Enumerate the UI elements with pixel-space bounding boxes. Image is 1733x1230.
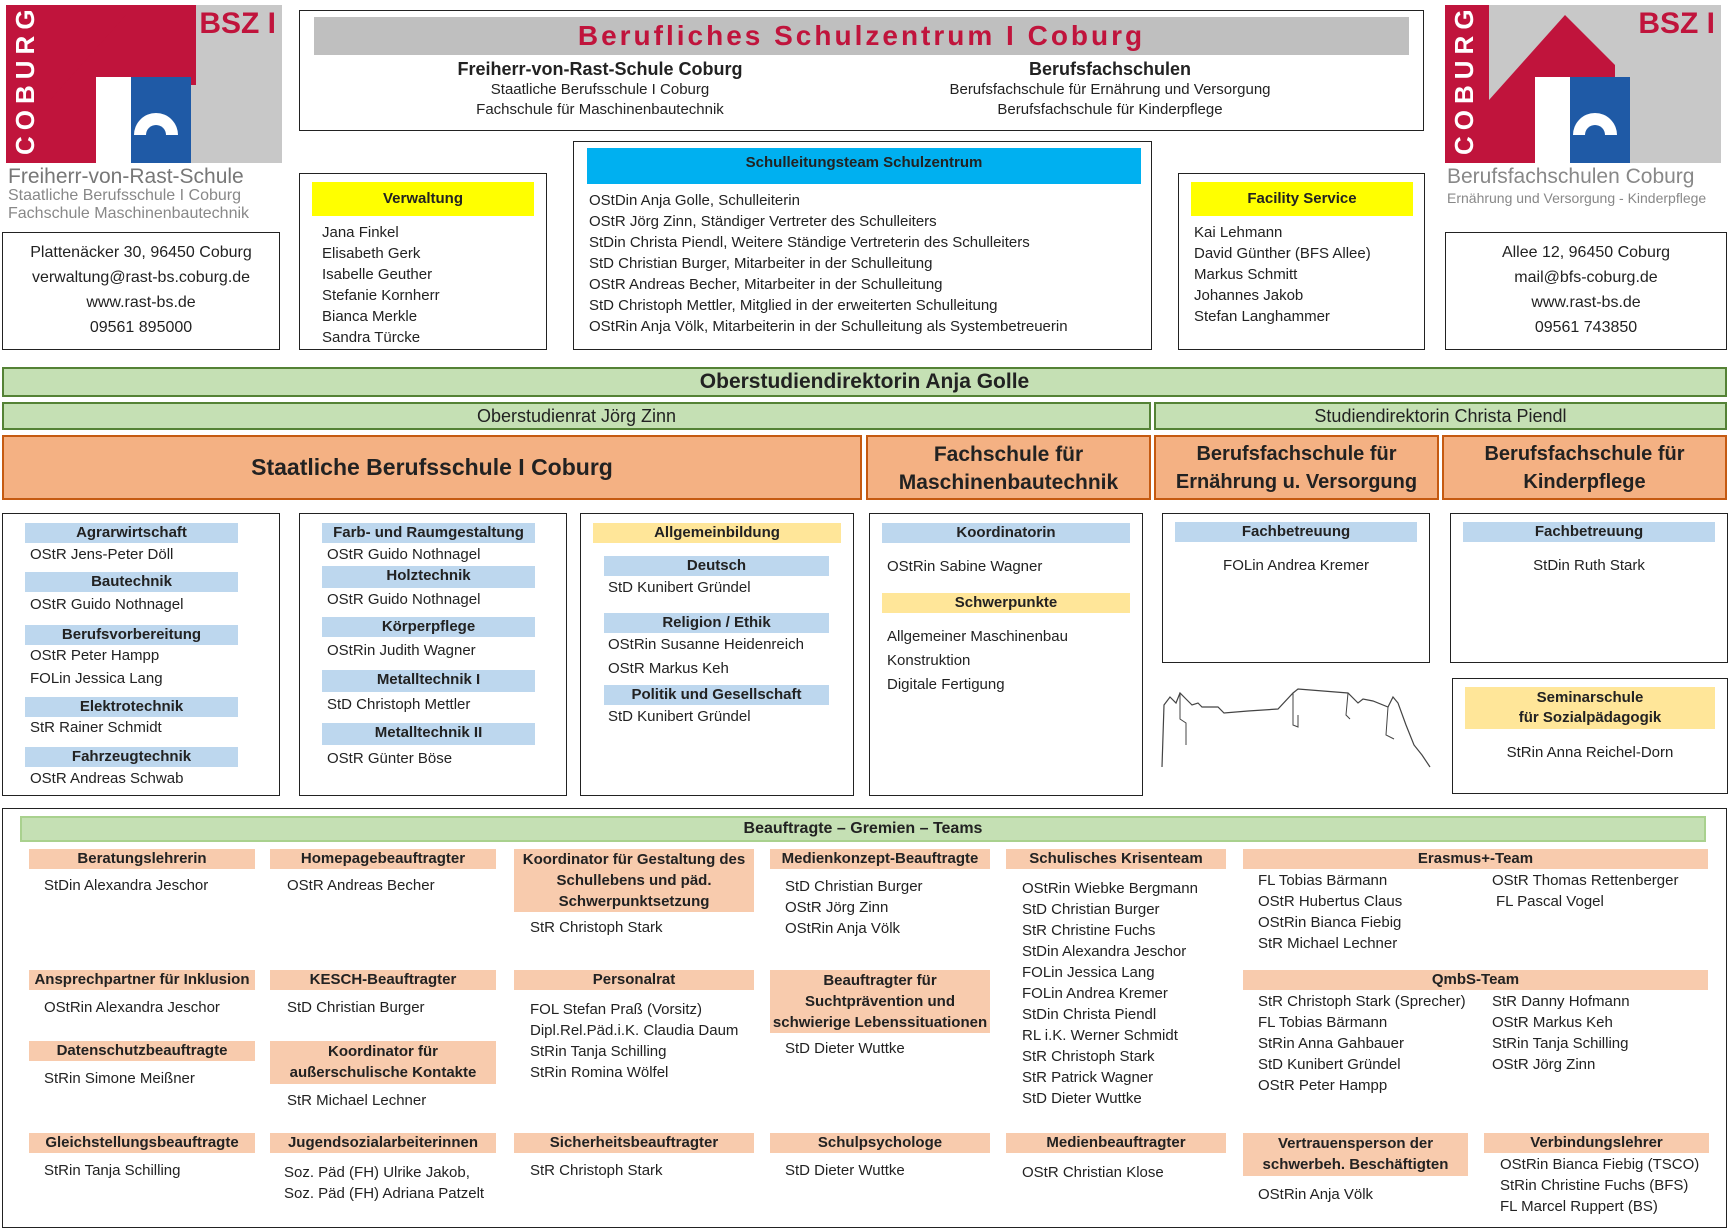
person-name: OStRin Bianca Fiebig (TSCO) (1500, 1156, 1700, 1173)
logo-right (1445, 5, 1721, 210)
facility-title: Facility Service (1191, 182, 1413, 216)
castle-sketch-icon (1158, 685, 1438, 775)
person-name: StR Patrick Wagner (1022, 1069, 1154, 1086)
logo-city: COBURG (1449, 3, 1479, 155)
department-title: Metalltechnik II (322, 723, 535, 745)
person-name: StRin Simone Meißner (44, 1070, 195, 1087)
department-title: Elektrotechnik (25, 697, 238, 717)
department-title: Fachbetreuung (1175, 522, 1417, 542)
contact-address: Plattenäcker 30, 96450 Coburg (30, 244, 252, 261)
person-name: OStR Jörg Zinn (1492, 1056, 1596, 1073)
role-title: Personalrat (514, 970, 754, 990)
logo-brand: BSZ I (1638, 7, 1715, 40)
person-name: StDin Christa Piendl (1022, 1006, 1157, 1023)
role-title-line: schwerbeh. Beschäftigten (1262, 1156, 1449, 1173)
teacher-name: OStRin Sabine Wagner (887, 558, 1043, 575)
staff-name: Markus Schmitt (1194, 266, 1298, 283)
person-name: RL i.K. Werner Schmidt (1022, 1027, 1178, 1044)
department-title: Berufsvorbereitung (25, 625, 238, 645)
staff-name: Bianca Merkle (322, 308, 418, 325)
contact-email[interactable]: mail@bfs-coburg.de (1514, 269, 1658, 286)
logo-line2: Staatliche Berufsschule I Coburg (8, 187, 242, 204)
person-name: OStR Andreas Becher (287, 877, 435, 894)
deputy-right-bar (1154, 402, 1727, 430)
logo-line2: Ernährung und Versorgung - Kinderpflege (1447, 190, 1707, 206)
role-title: Erasmus+-Team (1243, 849, 1708, 869)
school-bfs-kinderpflege (1442, 435, 1727, 500)
header-left-title: Freiherr-von-Rast-Schule Coburg (457, 59, 743, 79)
staff-name: Sandra Türcke (322, 329, 421, 346)
role-title: Schulisches Krisenteam (1006, 849, 1226, 869)
header-left-line: Fachschule für Maschinenbautechnik (476, 101, 724, 118)
person-name: OStRin Anja Völk (1258, 1186, 1374, 1203)
role-title (270, 1041, 496, 1084)
department-title: Fachbetreuung (1463, 522, 1715, 542)
role-title: Ansprechpartner für Inklusion (29, 970, 255, 990)
teacher-name: OStR Guido Nothnagel (327, 591, 481, 608)
person-name: OStR Markus Keh (1492, 1014, 1613, 1031)
subject-title: Politik und Gesellschaft (604, 685, 829, 705)
director-bar (2, 367, 1727, 397)
person-name: StR Michael Lechner (1258, 935, 1398, 952)
person-name: StRin Romina Wölfel (530, 1064, 669, 1081)
department-title: Körperpflege (322, 617, 535, 637)
role-title: Beratungslehrerin (29, 849, 255, 869)
header-right-title: Berufsfachschulen (1028, 59, 1192, 79)
leader-name: StD Christian Burger, Mitarbeiter in der Schulleitung (589, 255, 933, 272)
role-title: Medienbeauftragter (1006, 1133, 1226, 1153)
department-column-2 (299, 513, 567, 796)
school-bfs-ernaehrung (1154, 435, 1439, 500)
person-name: OStR Hubertus Claus (1258, 893, 1403, 910)
person-name: Soz. Päd (FH) Ulrike Jakob, (284, 1164, 470, 1181)
role-title: Gleichstellungsbeauftragte (29, 1133, 255, 1153)
subject-title: Religion / Ethik (604, 613, 829, 633)
role-title-line: Schullebens und päd. (556, 872, 712, 889)
logo-city: COBURG (10, 3, 40, 155)
verwaltung-title: Verwaltung (312, 182, 534, 216)
deputy-right-name: Studiendirektorin Christa Piendl (1314, 406, 1567, 426)
deputy-left-name: Oberstudienrat Jörg Zinn (476, 406, 677, 426)
role-title-line: Vertrauensperson der (1277, 1135, 1434, 1152)
teacher-name: StR Rainer Schmidt (30, 719, 162, 736)
seminar-title (1465, 687, 1715, 729)
role-title-line: Suchtprävention und (805, 993, 955, 1010)
person-name: FL Marcel Ruppert (BS) (1500, 1198, 1658, 1215)
person-name: OStRin Bianca Fiebig (1258, 914, 1402, 931)
beauftragte-title: Beauftragte – Gremien – Teams (20, 816, 1706, 842)
teacher-name: OStR Günter Böse (327, 750, 453, 767)
school-title: Maschinenbautechnik (898, 471, 1119, 494)
subject-title: Schwerpunkte (882, 593, 1130, 613)
contact-website[interactable]: www.rast-bs.de (86, 294, 196, 311)
staff-name: Jana Finkel (322, 224, 399, 241)
verwaltung-box (299, 173, 547, 350)
contact-address: Allee 12, 96450 Coburg (1501, 244, 1671, 261)
focus-item: Allgemeiner Maschinenbau (887, 628, 1068, 645)
role-title-line: Koordinator für (328, 1043, 438, 1060)
person-name: StDin Alexandra Jeschor (44, 877, 209, 894)
seminar-title-1: Seminarschule (1536, 689, 1644, 706)
role-title: Datenschutzbeauftragte (29, 1041, 255, 1061)
school-title: Berufsfachschule für (1196, 443, 1397, 465)
contact-website[interactable]: www.rast-bs.de (1531, 294, 1641, 311)
seminar-title-2: für Sozialpädagogik (1518, 709, 1662, 726)
person-name: StRin Christine Fuchs (BFS) (1500, 1177, 1689, 1194)
page-title: Berufliches Schulzentrum I Coburg (314, 17, 1409, 55)
header-box (299, 10, 1424, 131)
school-title: Ernährung u. Versorgung (1175, 471, 1418, 493)
teacher-name: OStR Markus Keh (608, 660, 729, 677)
role-title-line: außerschulische Kontakte (289, 1064, 477, 1081)
teacher-name: StDin Ruth Stark (1533, 557, 1645, 574)
role-title: Sicherheitsbeauftragter (514, 1133, 754, 1153)
department-title: Metalltechnik I (322, 670, 535, 692)
logo-line3: Fachschule Maschinenbautechnik (8, 205, 250, 222)
staff-name: Johannes Jakob (1194, 287, 1304, 304)
person-name: StD Kunibert Gründel (1258, 1056, 1401, 1073)
teacher-name: OStR Jens-Peter Döll (30, 546, 174, 563)
teacher-name: OStR Guido Nothnagel (327, 546, 481, 563)
role-title-line: Koordinator für Gestaltung des (522, 851, 746, 868)
contact-right (1445, 232, 1727, 350)
role-title: Medienkonzept-Beauftragte (770, 849, 990, 869)
staff-name: Stefan Langhammer (1194, 308, 1330, 325)
person-name: StD Dieter Wuttke (785, 1162, 905, 1179)
teacher-name: StD Christoph Mettler (327, 696, 471, 713)
contact-left (2, 232, 280, 350)
person-name: OStR Christian Klose (1022, 1164, 1164, 1181)
logo-left (6, 5, 282, 220)
school-berufsschule (2, 435, 862, 500)
person-name: FOLin Andrea Kremer (1022, 985, 1168, 1002)
teacher-name: OStR Guido Nothnagel (30, 596, 184, 613)
person-name: OStR Thomas Rettenberger (1492, 872, 1679, 889)
teacher-name: FOLin Jessica Lang (30, 670, 163, 687)
leader-name: OStR Andreas Becher, Mitarbeiter in der Schulleitung (589, 276, 943, 293)
role-title-line: Schwerpunktsetzung (558, 893, 710, 910)
role-title: Homepagebeauftragter (270, 849, 496, 869)
person-name: FL Tobias Bärmann (1258, 1014, 1388, 1031)
person-name: StD Christian Burger (785, 878, 923, 895)
department-column-5 (1162, 513, 1430, 663)
school-title: Kinderpflege (1523, 471, 1646, 493)
person-name: Dipl.Rel.Päd.i.K. Claudia Daum (530, 1022, 739, 1039)
department-title: Fahrzeugtechnik (25, 747, 238, 767)
department-column-6 (1450, 513, 1728, 663)
role-title (1243, 1133, 1468, 1176)
role-title-line: Beauftragter für (823, 972, 937, 989)
contact-email[interactable]: verwaltung@rast-bs.coburg.de (31, 269, 251, 286)
leader-name: OStR Jörg Zinn, Ständiger Vertreter des Schulleiters (589, 213, 937, 230)
role-title: Schulpsychologe (770, 1133, 990, 1153)
contact-phone: 09561 743850 (1534, 319, 1638, 336)
person-name: FL Pascal Vogel (1496, 893, 1604, 910)
teacher-name: StRin Anna Reichel-Dorn (1506, 744, 1674, 761)
logo-line1: Freiherr-von-Rast-Schule (8, 165, 244, 188)
focus-item: Konstruktion (887, 652, 971, 669)
role-title: QmbS-Team (1243, 970, 1708, 990)
person-name: StD Christian Burger (287, 999, 425, 1016)
schulleitung-title: Schulleitungsteam Schulzentrum (587, 148, 1141, 184)
department-title: Holztechnik (322, 566, 535, 588)
leader-name: OStRin Anja Völk, Mitarbeiterin in der Schulleitung als Systembetreuerin (589, 318, 1068, 335)
department-title: Koordinatorin (882, 523, 1130, 543)
teacher-name: StD Kunibert Gründel (608, 708, 751, 725)
school-title: Berufsfachschule für (1484, 443, 1685, 465)
person-name: FL Tobias Bärmann (1258, 872, 1388, 889)
person-name: StR Christoph Stark (1022, 1048, 1155, 1065)
teacher-name: OStRin Susanne Heidenreich (608, 636, 804, 653)
person-name: StRin Anna Gahbauer (1258, 1035, 1404, 1052)
person-name: OStRin Wiebke Bergmann (1022, 880, 1198, 897)
person-name: StR Michael Lechner (287, 1092, 427, 1109)
role-title: Verbindungslehrer (1484, 1133, 1709, 1153)
leader-name: OStDin Anja Golle, Schulleiterin (589, 192, 800, 209)
department-column-4 (869, 513, 1143, 796)
seminar-box (1452, 678, 1728, 794)
department-title: Allgemeinbildung (593, 523, 841, 543)
school-title: Staatliche Berufsschule I Coburg (251, 454, 613, 480)
teacher-name: OStRin Judith Wagner (327, 642, 476, 659)
person-name: StR Christoph Stark (530, 919, 663, 936)
person-name: OStRin Alexandra Jeschor (44, 999, 220, 1016)
person-name: StRin Tanja Schilling (1492, 1035, 1629, 1052)
department-title: Farb- und Raumgestaltung (322, 523, 535, 543)
subject-title: Deutsch (604, 556, 829, 576)
staff-name: Elisabeth Gerk (322, 245, 421, 262)
person-name: StRin Tanja Schilling (530, 1043, 667, 1060)
staff-name: David Günther (BFS Allee) (1194, 245, 1371, 262)
teacher-name: OStR Peter Hampp (30, 647, 160, 664)
person-name: StD Dieter Wuttke (785, 1040, 905, 1057)
header-right-line: Berufsfachschule für Kinderpflege (997, 101, 1223, 118)
deputy-left-bar (2, 402, 1151, 430)
logo-brand: BSZ I (199, 7, 276, 40)
person-name: FOL Stefan Praß (Vorsitz) (530, 1001, 702, 1018)
staff-name: Isabelle Geuther (322, 266, 433, 283)
facility-box (1178, 173, 1425, 350)
leader-name: StDin Christa Piendl, Weitere Ständige Vertreterin des Schulleiters (589, 234, 1030, 251)
department-column-1 (2, 513, 280, 796)
role-title-line: schwierige Lebenssituationen (772, 1014, 988, 1031)
department-column-3 (580, 513, 854, 796)
person-name: Soz. Päd (FH) Adriana Patzelt (284, 1185, 485, 1202)
leader-name: StD Christoph Mettler, Mitglied in der erweiterten Schulleitung (589, 297, 998, 314)
department-title: Agrarwirtschaft (25, 523, 238, 543)
staff-name: Kai Lehmann (1194, 224, 1283, 241)
header-right-line: Berufsfachschule für Ernährung und Versorgung (949, 81, 1271, 98)
person-name: OStR Jörg Zinn (785, 899, 889, 916)
person-name: StR Christoph Stark (530, 1162, 663, 1179)
teacher-name: FOLin Andrea Kremer (1223, 557, 1369, 574)
teacher-name: OStR Andreas Schwab (30, 770, 184, 787)
person-name: FOLin Jessica Lang (1022, 964, 1155, 981)
person-name: StDin Alexandra Jeschor (1022, 943, 1187, 960)
person-name: StRin Tanja Schilling (44, 1162, 181, 1179)
person-name: StD Dieter Wuttke (1022, 1090, 1142, 1107)
schulleitung-box (573, 141, 1152, 350)
contact-phone: 09561 895000 (89, 319, 193, 336)
role-title (514, 849, 754, 912)
logo-line1: Berufsfachschulen Coburg (1447, 165, 1695, 188)
person-name: StR Christine Fuchs (1022, 922, 1156, 939)
person-name: StR Danny Hofmann (1492, 993, 1630, 1010)
person-name: StR Christoph Stark (Sprecher) (1258, 993, 1466, 1010)
focus-item: Digitale Fertigung (887, 676, 1005, 693)
header-left-line: Staatliche Berufsschule I Coburg (490, 81, 710, 98)
role-title (770, 970, 990, 1033)
director-name: Oberstudiendirektorin Anja Golle (699, 370, 1030, 393)
staff-name: Stefanie Kornherr (322, 287, 440, 304)
person-name: OStR Peter Hampp (1258, 1077, 1388, 1094)
role-title: Jugendsozialarbeiterinnen (270, 1133, 496, 1153)
school-fachschule (866, 435, 1151, 500)
school-title: Fachschule für (933, 443, 1084, 466)
person-name: OStRin Anja Völk (785, 920, 901, 937)
role-title: KESCH-Beauftragter (270, 970, 496, 990)
teacher-name: StD Kunibert Gründel (608, 579, 751, 596)
person-name: StD Christian Burger (1022, 901, 1160, 918)
department-title: Bautechnik (25, 572, 238, 592)
